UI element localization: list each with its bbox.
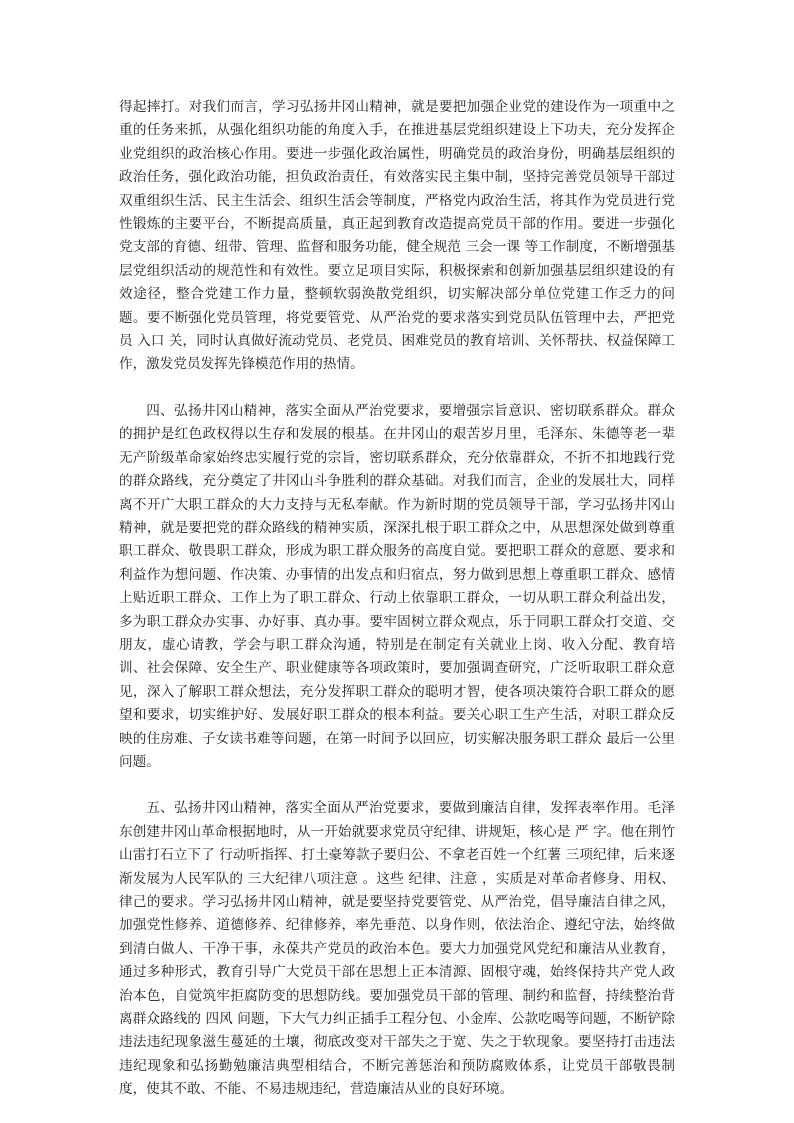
paragraph-gap <box>119 774 675 797</box>
paragraph-gap <box>119 377 675 400</box>
paragraph-section-four: 四、弘扬井冈山精神，落实全面从严治党要求，要增强宗旨意识、密切联系群众。群众的拥护是红色政权得以生存和发展的根基。在井冈山的艰苦岁月里，毛泽东、朱德等老一辈无产阶级革命家始终忠实履行党的宗旨，密切联系群众，充分依靠群众，不折不扣地践行党的群众路线，充分奠定了井冈山斗争胜利的群众基础。对我们而言，企业的发展壮大，同样离不开广大职工群众的大力支持与无私奉献。作为新时期的党员领导干部，学习弘扬井冈山精神，就是要把党的群众路线的精神实质，深深扎根于职工群众之中，从思想深处做到尊重职工群众、敬畏职工群众，形成为职工群众服务的高度自觉。要把职工群众的意愿、要求和利益作为想问题、作决策、办事情的出发点和归宿点，努力做到思想上尊重职工群众、感情上贴近职工群众、工作上为了职工群众、行动上依靠职工群众，一切从职工群众利益出发，多为职工群众办实事、办好事、真办事。要牢固树立群众观点，乐于同职工群众打交道、交朋友，虚心请教，学会与职工群众沟通，特别是在制定有关就业上岗、收入分配、教育培训、社会保障、安全生产、职业健康等各项政策时，要加强调查研究，广泛听取职工群众意见，深入了解职工群众想法，充分发挥职工群众的聪明才智，使各项决策符合职工群众的愿望和要求，切实维护好、发展好职工群众的根本利益。要关心职工生产生活，对职工群众反映的住房难、子女读书难等问题，在第一时间予以回应，切实解决服务职工群众 最后一公里 问题。 <box>119 402 675 770</box>
document-body <box>119 96 675 1102</box>
paragraph-section-five: 五、弘扬井冈山精神，落实全面从严治党要求，要做到廉洁自律，发挥表率作用。毛泽东创建井冈山革命根据地时，从一开始就要求党员守纪律、讲规矩，核心是 严 字。他在荆竹山雷打石立下了 行动听指挥、打土豪筹款子要归公、不拿老百姓一个红薯 三项纪律，后来逐渐发展为人民军队的 三大纪律八项注意 。这些 纪律、注意 ，实质是对革命者修身、用权、律己的要求。学习弘扬井冈山精神，就是要坚持党要管党、从严治党，倡导廉洁自律之风，加强党性修养、道德修养、纪律修养，率先垂范、以身作则，依法治企、遵纪守法，始终做到清白做人、干净干事，永葆共产党员的政治本色。要大力加强党风党纪和廉洁从业教育，通过多种形式，教育引导广大党员干部在思想上正本清源、固根守魂，始终保持共产党人政治本色，自觉筑牢拒腐防变的思想防线。要加强党员干部的管理、制约和监督，持续整治背离群众路线的 四风 问题，下大气力纠正插手工程分包、小金库、公款吃喝等问题，不断铲除违法违纪现象滋生蔓延的土壤，彻底改变对干部失之于宽、失之于软现象。要坚持打击违法违纪现象和弘扬勤勉廉洁典型相结合，不断完善惩治和预防腐败体系，让党员干部敬畏制度，使其不敢、不能、不易违规违纪，营造廉洁从业的良好环境。 <box>119 800 675 1098</box>
paragraph-party-building: 得起摔打。对我们而言，学习弘扬井冈山精神，就是要把加强企业党的建设作为一项重中之重的任务来抓，从强化组织功能的角度入手，在推进基层党组织建设上下功夫，充分发挥企业党组织的政治核心作用。要进一步强化政治属性，明确党员的政治身份，明确基层组织的政治任务，强化政治功能，担负政治责任，有效落实民主集中制，坚持完善党员领导干部过双重组织生活、民主生活会、组织生活会等制度，严格党内政治生活，将其作为党员进行党性锻炼的主要平台，不断提高质量，真正起到教育改造提高党员干部的作用。要进一步强化党支部的育德、纽带、管理、监督和服务功能，健全规范 三会一课 等工作制度，不断增强基层党组织活动的规范性和有效性。要立足项目实际，积极探索和创新加强基层组织建设的有效途径，整合党建工作力量，整顿软弱涣散党组织，切实解决部分单位党建工作乏力的问题。要不断强化党员管理，将党要管党、从严治党的要求落实到党员队伍管理中去，严把党员 入口 关，同时认真做好流动党员、老党员、困难党员的教育培训、关怀帮扶、权益保障工作，激发党员发挥先锋模范作用的热情。 <box>119 99 675 373</box>
